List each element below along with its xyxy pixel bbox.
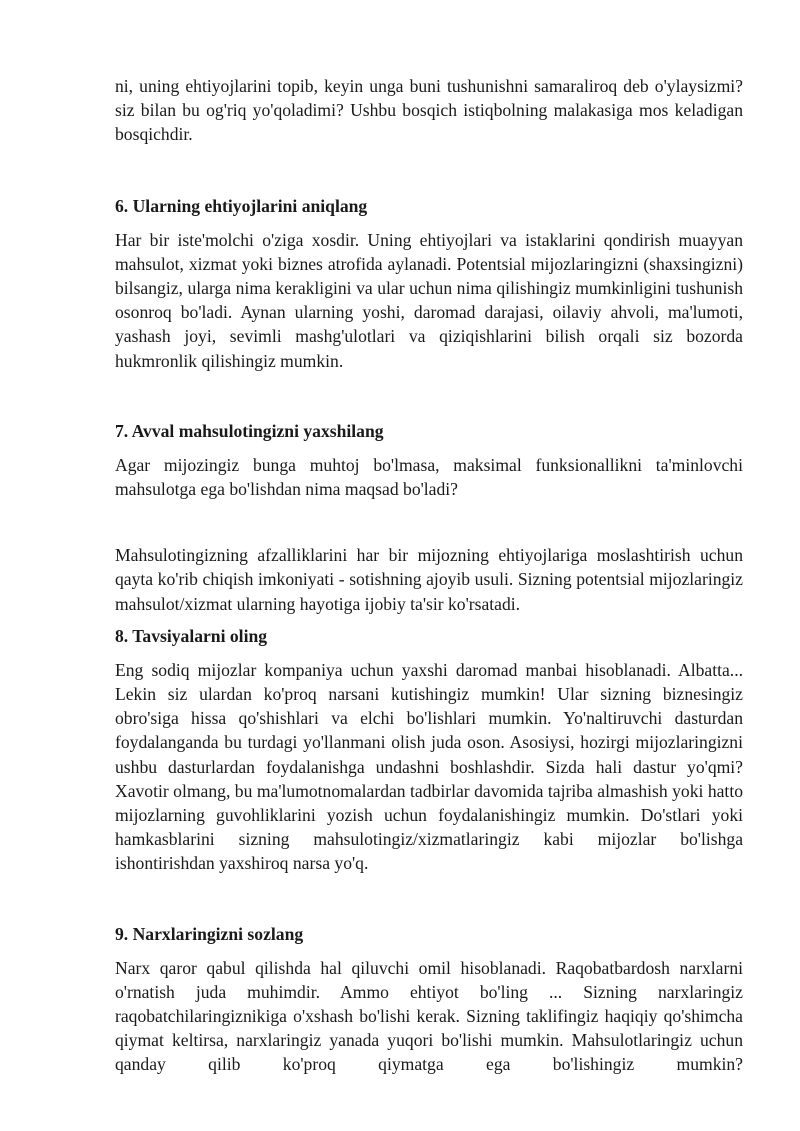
section-6-paragraph: Har bir iste'molchi o'ziga xosdir. Uning ehtiyojlari va istaklarini qondirish muayyan mahsulot, xizmat yoki biznes atrofida aylanadi. Potentsial mijozlaringizni (shaxsingizni) bilsangiz, ularga nima kerakligini va ular uchun nima qilishingiz mumkinligini tushunish osonroq bo'ladi. Aynan ularning yoshi, daromad darajasi, oilaviy ahvoli, ma'lumoti, yashash joyi, sevimli mashg'ulotlari va qiziqishlarini bilish orqali siz bozorda hukmronlik qilishingiz mumkin.: [115, 229, 743, 371]
section-7-heading: 7. Avval mahsulotingizni yaxshilang: [115, 420, 384, 441]
document-page: [115, 74, 743, 1077]
section-7-paragraph-2: Mahsulotingizning afzalliklarini har bir mijozning ehtiyojlariga moslashtirish uchun qayta ko'rib chiqish imkoniyati - sotishning ajoyib usuli. Sizning potentsial mijozlaringiz mahsulot/xizmat ularning hayotiga ijobiy ta'sir ko'rsatadi.: [115, 545, 743, 614]
section-8-paragraph: Eng sodiq mijozlar kompaniya uchun yaxshi daromad manbai hisoblanadi. Albatta... Lekin siz ulardan ko'proq narsani kutishingiz mumkin! Ular sizning biznesingiz obro'siga hissa qo'shishlari va elchi bo'lishlari mumkin. Yo'naltiruvchi dasturdan foydalanganda bu turdagi yo'llanmani olish juda oson. Asosiysi, hozirgi mijozlaringizni ushbu dasturlardan foydalanishga undashni boshlashdir. Sizda hali dastur yo'qmi? Xavotir olmang, bu ma'lumotnomalardan tadbirlar davomida tajriba almashish yoki hatto mijozlarning guvohliklarini yozish uchun foydalanishingiz mumkin. Do'stlari yoki hamkasblarini sizning mahsulotingiz/xizmatlaringiz kabi mijozlar bo'lishga ishontirishdan yaxshiroq narsa yo'q.: [115, 659, 743, 874]
section-6-heading: 6. Ularning ehtiyojlarini aniqlang: [115, 195, 368, 216]
section-9-heading: 9. Narxlaringizni sozlang: [115, 923, 304, 944]
intro-paragraph: ni, uning ehtiyojlarini topib, keyin unga buni tushunishni samaraliroq deb o'ylaysizmi? siz bilan bu og'riq yo'qoladimi? Ushbu bosqich istiqbolning malakasiga mos keladigan bosqichdir.: [115, 76, 743, 145]
section-9-paragraph: Narx qaror qabul qilishda hal qiluvchi omil hisoblanadi. Raqobatbardosh narxlarni o'rnatish juda muhimdir. Ammo ehtiyot bo'ling ... Sizning narxlaringiz raqobatchilaringiznikiga o'xshash bo'lishi kerak. Sizning taklifingiz haqiqiy qo'shimcha qiymat keltirsa, narxlaringiz yanada yuqori bo'lishi mumkin. Mahsulotlaringiz uchun qanday qilib ko'proq qiymatga ega bo'lishingiz mumkin?: [115, 957, 743, 1075]
section-7-paragraph-1: Agar mijozingiz bunga muhtoj bo'lmasa, maksimal funksionallikni ta'minlovchi mahsulotga ega bo'lishdan nima maqsad bo'ladi?: [115, 454, 743, 500]
section-8-heading: 8. Tavsiyalarni oling: [115, 625, 268, 646]
